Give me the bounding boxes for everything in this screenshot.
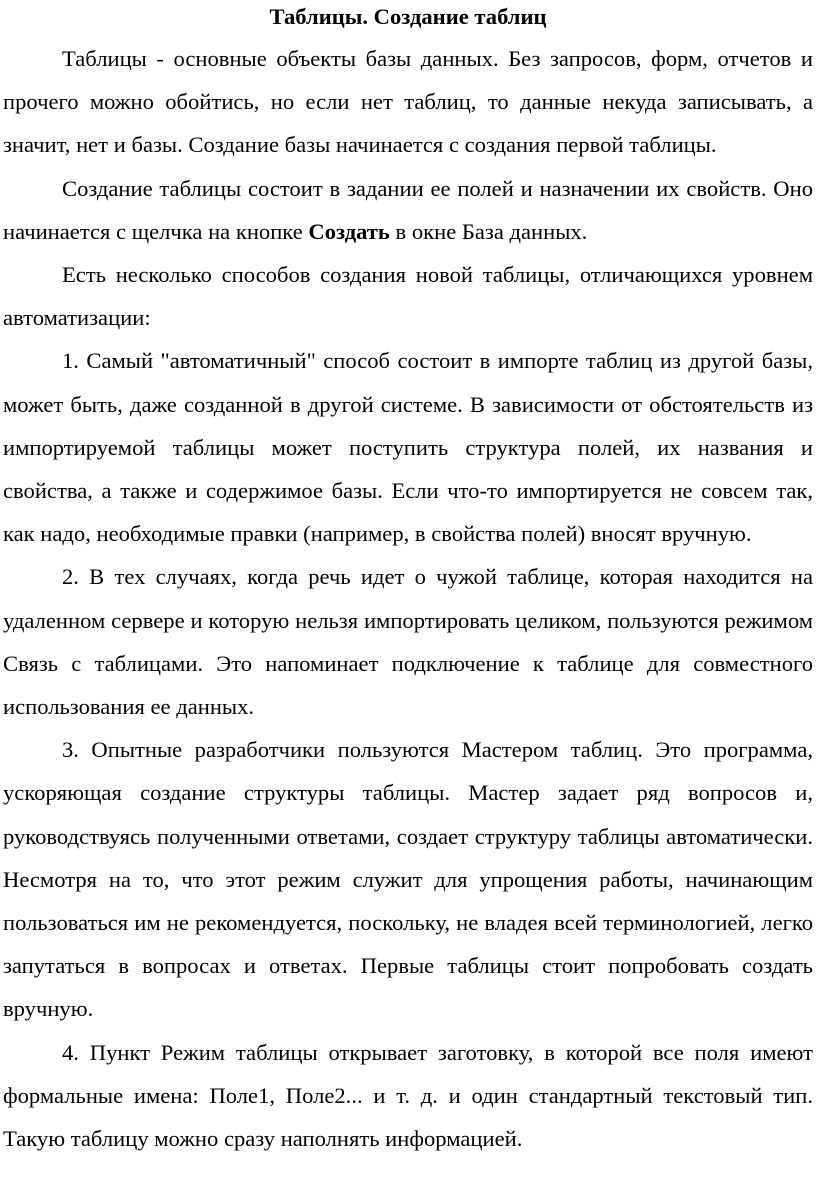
paragraph-method-import: 1. Самый "автоматичный" способ состоит в импорте таблиц из другой базы, может быть, даже созданной в другой системе. В зависимости от обстоятельств из импортируемой таблицы может поступить структура полей, их названия и свойства, а также и содержимое базы. Если что-то импортируется не совсем так, как надо, необходимые правки (например, в свойства полей) вносят вручную. bbox=[3, 348, 813, 547]
paragraph-create-table-text-before: Создание таблицы состоит в задании ее полей и назначении их свойств. Оно начинается с щелчка на кнопке bbox=[3, 175, 813, 244]
create-button-term: Создать bbox=[308, 218, 390, 244]
paragraph-method-datasheet: 4. Пункт Режим таблицы открывает заготовку, в которой все поля имеют формальные имена: Поле1, Поле2... и т. д. и один стандартный текстовый тип. Такую таблицу можно сразу наполнять информацией. bbox=[3, 1039, 813, 1152]
document-title: Таблицы. Создание таблиц bbox=[269, 4, 547, 29]
paragraph-method-link: 2. В тех случаях, когда речь идет о чужой таблице, которая находится на удаленном сервере и которую нельзя импортировать целиком, пользуются режимом Связь с таблицами. Это напоминает подключение к таблице для совместного использования ее данных. bbox=[3, 564, 813, 720]
paragraph-methods-intro: Есть несколько способов создания новой таблицы, отличающихся уровнем автоматизации: bbox=[3, 262, 813, 331]
paragraph-intro: Таблицы - основные объекты базы данных. Без запросов, форм, отчетов и прочего можно обойтись, но если нет таблиц, то данные некуда записывать, а значит, нет и базы. Создание базы начинается с создания первой таблицы. bbox=[3, 46, 813, 158]
paragraph-method-wizard: 3. Опытные разработчики пользуются Мастером таблиц. Это программа, ускоряющая создание структуры таблицы. Мастер задает ряд вопросов и, руководствуясь полученными ответами, создает структуру таблицы автоматически. Несмотря на то, что этот режим служит для упрощения работы, начинающим пользоваться им не рекомендуется, поскольку, не владея всей терминологией, легко запутаться в вопросах и ответах. Первые таблицы стоит попробовать создать вручную. bbox=[3, 737, 813, 1022]
paragraph-create-table bbox=[3, 167, 813, 253]
paragraph-create-table-text-after: в окне База данных. bbox=[389, 218, 588, 244]
